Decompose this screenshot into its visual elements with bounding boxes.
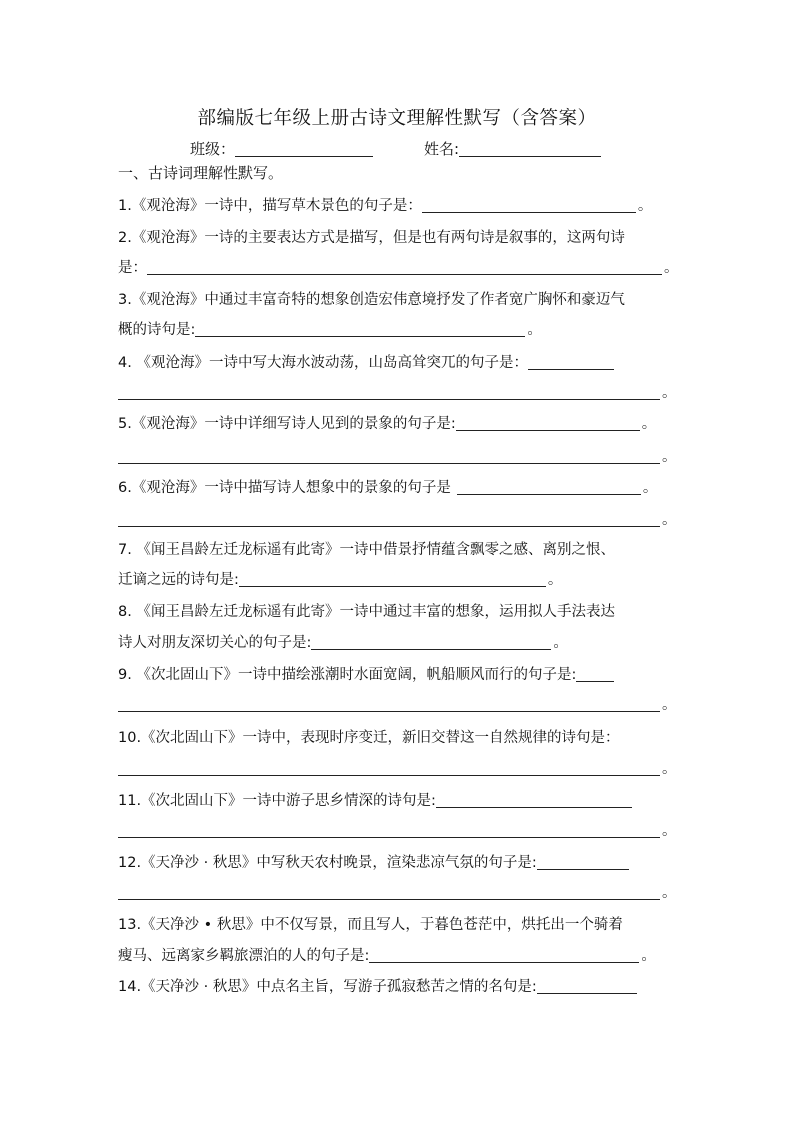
question-1 — [118, 195, 678, 217]
answer-blank[interactable] — [456, 414, 640, 431]
period: 。 — [662, 385, 677, 401]
name-blank[interactable] — [459, 140, 601, 157]
question-11-cont — [118, 820, 678, 842]
question-7 — [118, 539, 678, 561]
question-text: 概的诗句是: — [118, 322, 196, 338]
answer-blank[interactable] — [528, 353, 614, 370]
question-text: 1.《观沧海》一诗中，描写草木景色的句子是： — [118, 198, 422, 214]
question-6 — [118, 477, 678, 499]
question-text: 14.《天净沙 · 秋思》中点名主旨，写游子孤寂愁苦之情的名句是: — [118, 979, 537, 995]
question-text: 诗人对朋友深切关心的句子是: — [118, 635, 312, 651]
question-14 — [118, 976, 678, 998]
question-text: 是： — [118, 260, 147, 276]
answer-blank[interactable] — [369, 946, 639, 963]
period: 。 — [662, 449, 677, 465]
period: 。 — [637, 198, 653, 214]
question-text: 13.《天净沙 • 秋思》中不仅写景，而且写人，于暮色苍茫中，烘托出一个骑着 — [118, 917, 623, 933]
question-12 — [118, 852, 678, 874]
page-title: 部编版七年级上册古诗文理解性默写（含答案） — [197, 108, 597, 129]
question-text: 7. 《闻王昌龄左迁龙标遥有此寄》一诗中借景抒情蕴含飘零之感、离别之恨、 — [118, 542, 615, 558]
answer-blank[interactable] — [537, 853, 629, 870]
answer-blank[interactable] — [118, 447, 660, 464]
question-text: 4. 《观沧海》一诗中写大海水波动荡，山岛高耸突兀的句子是： — [118, 355, 528, 371]
class-blank[interactable] — [235, 140, 373, 157]
answer-blank[interactable] — [195, 320, 525, 337]
section-heading: 一、古诗词理解性默写。 — [118, 164, 284, 182]
answer-blank[interactable] — [436, 791, 632, 808]
period: 。 — [642, 480, 658, 496]
question-text: 11.《次北固山下》一诗中游子思乡情深的诗句是: — [118, 793, 436, 809]
answer-blank[interactable] — [118, 383, 660, 400]
answer-blank[interactable] — [118, 883, 660, 900]
answer-blank[interactable] — [537, 977, 637, 994]
question-3-cont — [118, 319, 678, 341]
question-text: 10.《次北固山下》一诗中，表现时序变迁，新旧交替这一自然规律的诗句是： — [118, 730, 620, 746]
question-text: 2.《观沧海》一诗的主要表达方式是描写，但是也有两句诗是叙事的，这两句诗 — [118, 230, 625, 246]
question-text: 瘦马、远离家乡羁旅漂泊的人的句子是: — [118, 948, 370, 964]
period: 。 — [662, 885, 677, 901]
period: 。 — [664, 260, 679, 276]
answer-blank[interactable] — [118, 759, 660, 776]
period: 。 — [553, 635, 568, 651]
question-2 — [118, 227, 678, 249]
answer-blank[interactable] — [118, 695, 660, 712]
question-9-cont — [118, 694, 678, 716]
answer-blank[interactable] — [422, 196, 636, 213]
question-2-cont — [118, 257, 678, 279]
question-text: 迁谪之远的诗句是: — [118, 572, 239, 588]
question-text: 3.《观沧海》中通过丰富奇特的想象创造宏伟意境抒发了作者宽广胸怀和豪迈气 — [118, 292, 625, 308]
question-9 — [118, 664, 678, 686]
question-5-cont — [118, 446, 678, 468]
question-text: 8. 《闻王昌龄左迁龙标遥有此寄》一诗中通过丰富的想象，运用拟人手法表达 — [118, 604, 615, 620]
question-8-cont — [118, 632, 678, 654]
name-label: 姓名: — [424, 140, 460, 158]
name-field — [424, 138, 601, 159]
question-13 — [118, 914, 678, 936]
question-11 — [118, 790, 678, 812]
question-3 — [118, 289, 678, 311]
period: 。 — [662, 512, 677, 528]
period: 。 — [641, 948, 656, 964]
period: 。 — [662, 823, 677, 839]
period: 。 — [547, 572, 563, 588]
class-label: 班级： — [190, 140, 236, 158]
question-12-cont — [118, 882, 678, 904]
answer-blank[interactable] — [118, 510, 660, 527]
period: 。 — [641, 416, 657, 432]
answer-blank[interactable] — [118, 821, 660, 838]
question-text: 9. 《次北固山下》一诗中描绘涨潮时水面宽阔，帆船顺风而行的句子是: — [118, 667, 577, 683]
period: 。 — [662, 761, 677, 777]
question-text: 5.《观沧海》一诗中详细写诗人见到的景象的句子是: — [118, 416, 456, 432]
question-13-cont — [118, 945, 678, 967]
question-7-cont — [118, 569, 678, 591]
question-5 — [118, 413, 678, 435]
answer-blank[interactable] — [147, 258, 662, 275]
question-6-cont — [118, 509, 678, 531]
question-10 — [118, 727, 678, 749]
period: 。 — [527, 322, 542, 338]
answer-blank[interactable] — [457, 478, 641, 495]
period: 。 — [662, 697, 677, 713]
question-4-cont — [118, 382, 678, 404]
answer-blank[interactable] — [239, 570, 546, 587]
question-4 — [118, 352, 678, 374]
question-10-cont — [118, 758, 678, 780]
class-field — [190, 138, 373, 159]
answer-blank[interactable] — [576, 665, 614, 682]
question-8 — [118, 601, 678, 623]
question-text: 12.《天净沙 · 秋思》中写秋天农村晚景，渲染悲凉气氛的句子是: — [118, 855, 537, 871]
question-text: 6.《观沧海》一诗中描写诗人想象中的景象的句子是 — [118, 480, 451, 496]
answer-blank[interactable] — [311, 633, 551, 650]
